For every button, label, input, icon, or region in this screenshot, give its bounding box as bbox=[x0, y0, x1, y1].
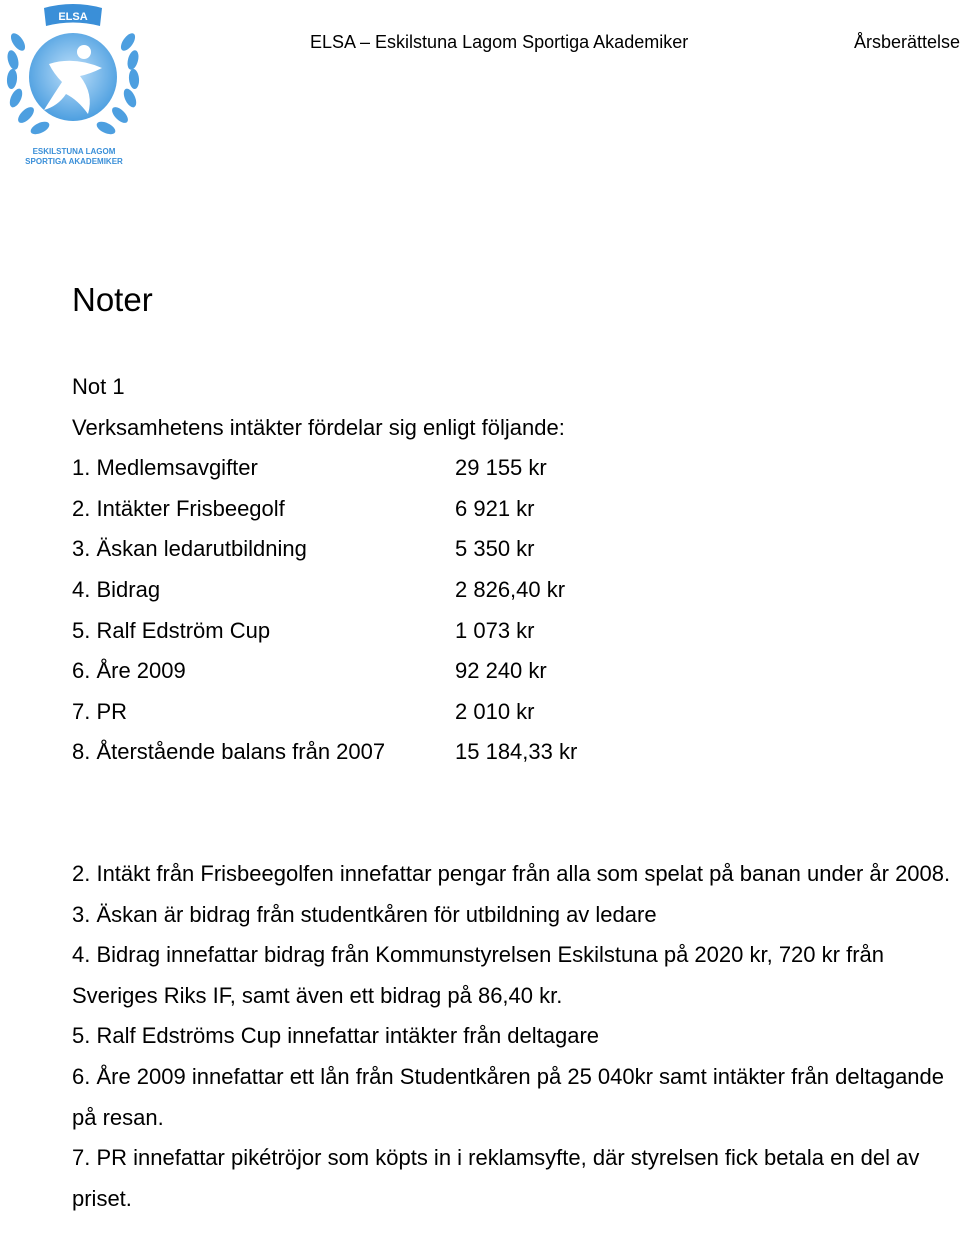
income-amount: 6 921 kr bbox=[455, 495, 535, 521]
income-label: 6. Åre 2009 bbox=[72, 658, 186, 684]
header-organization: ELSA – Eskilstuna Lagom Sportiga Akademiker bbox=[310, 32, 689, 52]
logo-top-text: ELSA bbox=[58, 11, 88, 23]
income-row bbox=[72, 692, 952, 733]
income-label: 1. Medlemsavgifter bbox=[72, 455, 258, 481]
explanation-item: 7. PR innefattar pikétröjor som köpts in i reklamsyfte, där styrelsen fick betala en del av priset. bbox=[72, 1145, 920, 1211]
income-amount: 1 073 kr bbox=[455, 617, 535, 643]
income-row bbox=[72, 651, 952, 692]
income-amount: 29 155 kr bbox=[455, 455, 547, 481]
header-document-type: Årsberättelse bbox=[853, 32, 960, 52]
explanation-item: 3. Äskan är bidrag från studentkåren för utbildning av ledare bbox=[72, 901, 657, 927]
income-amount: 92 240 kr bbox=[455, 658, 547, 684]
explanation-list bbox=[72, 854, 952, 1219]
explanation-item: 2. Intäkt från Frisbeegolfen innefattar pengar från alla som spelat på banan under år 2008. bbox=[72, 860, 951, 886]
income-label: 7. PR bbox=[72, 698, 128, 724]
income-row bbox=[72, 448, 952, 489]
income-label: 3. Äskan ledarutbildning bbox=[72, 536, 307, 562]
section-spacer bbox=[72, 773, 952, 854]
income-label: 4. Bidrag bbox=[72, 576, 161, 602]
note-heading: Not 1 bbox=[72, 374, 125, 399]
logo-bottom-text-2: SPORTIGA AKADEMIKER bbox=[25, 157, 123, 166]
logo-bottom-text-1: ESKILSTUNA LAGOM bbox=[32, 147, 116, 156]
income-label: 5. Ralf Edström Cup bbox=[72, 617, 271, 643]
explanation-item: 6. Åre 2009 innefattar ett lån från Studentkåren på 25 040kr samt intäkter från deltagande på resan. bbox=[72, 1063, 945, 1130]
income-amount: 2 826,40 kr bbox=[455, 576, 566, 602]
income-row bbox=[72, 529, 952, 570]
income-amount: 2 010 kr bbox=[455, 698, 535, 724]
income-row bbox=[72, 732, 952, 773]
income-row bbox=[72, 570, 952, 611]
note-intro: Verksamhetens intäkter fördelar sig enligt följande: bbox=[72, 414, 565, 440]
income-amount: 5 350 kr bbox=[455, 536, 535, 562]
income-row bbox=[72, 611, 952, 652]
explanation-item: 4. Bidrag innefattar bidrag från Kommunstyrelsen Eskilstuna på 2020 kr, 720 kr från Sveriges Riks IF, samt även ett bidrag på 86,40 kr. bbox=[72, 942, 884, 1008]
page-title: Noter bbox=[72, 281, 153, 318]
elsa-logo bbox=[4, 2, 144, 168]
income-list bbox=[72, 448, 952, 773]
note-section bbox=[72, 367, 952, 1219]
income-label: 8. Återstående balans från 2007 bbox=[72, 739, 386, 765]
income-amount: 15 184,33 kr bbox=[455, 739, 578, 765]
income-label: 2. Intäkter Frisbeegolf bbox=[72, 495, 285, 521]
explanation-item: 5. Ralf Edströms Cup innefattar intäkter från deltagare bbox=[72, 1023, 600, 1049]
income-row bbox=[72, 489, 952, 530]
